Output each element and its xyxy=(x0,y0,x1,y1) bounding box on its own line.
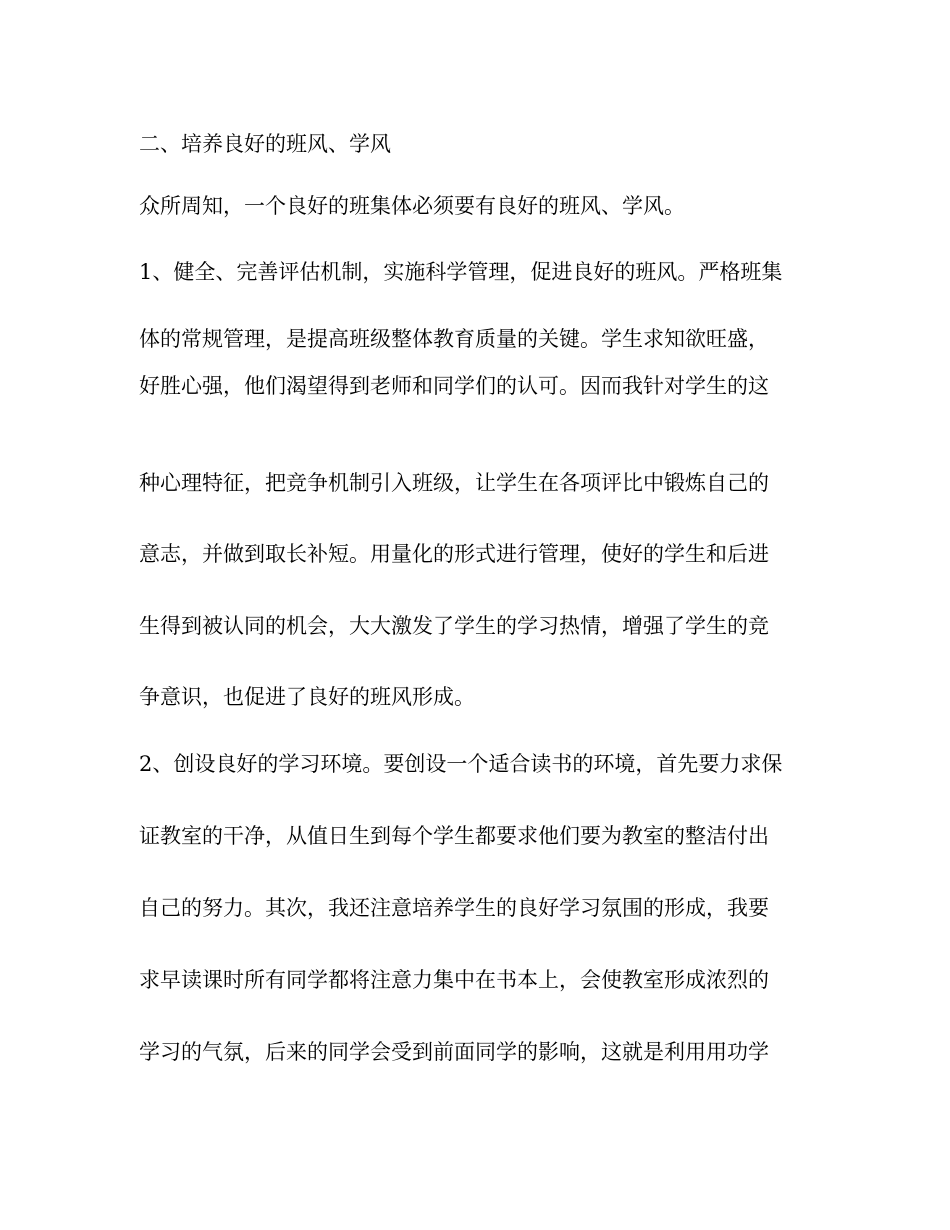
paragraph-line: 自己的努力。其次，我还注意培养学生的良好学习氛围的形成，我要 xyxy=(139,896,769,920)
paragraph-line: 1、健全、完善评估机制，实施科学管理，促进良好的班风。严格班集 xyxy=(139,260,783,284)
paragraph-line: 种心理特征，把竞争机制引入班级，让学生在各项评比中锻炼自己的 xyxy=(139,471,769,495)
paragraph-line: 求早读课时所有同学都将注意力集中在书本上，会使教室形成浓烈的 xyxy=(139,968,769,992)
section-heading: 二、培养良好的班风、学风 xyxy=(139,132,391,156)
paragraph-line: 生得到被认同的机会，大大激发了学生的学习热情，增强了学生的竞 xyxy=(139,614,769,638)
paragraph-line: 2、创设良好的学习环境。要创设一个适合读书的环境，首先要力求保 xyxy=(139,752,783,776)
paragraph-line: 证教室的干净，从值日生到每个学生都要求他们要为教室的整洁付出 xyxy=(139,824,769,848)
paragraph-line: 意志，并做到取长补短。用量化的形式进行管理，使好的学生和后进 xyxy=(139,542,769,566)
paragraph-line: 争意识，也促进了良好的班风形成。 xyxy=(139,685,475,709)
paragraph-line: 好胜心强，他们渴望得到老师和同学们的认可。因而我针对学生的这 xyxy=(139,374,769,398)
paragraph-line: 学习的气氛，后来的同学会受到前面同学的影响，这就是利用用功学 xyxy=(139,1040,769,1064)
paragraph-line: 体的常规管理，是提高班级整体教育质量的关键。学生求知欲旺盛， xyxy=(139,327,769,351)
paragraph-line: 众所周知，一个良好的班集体必须要有良好的班风、学风。 xyxy=(139,194,685,218)
